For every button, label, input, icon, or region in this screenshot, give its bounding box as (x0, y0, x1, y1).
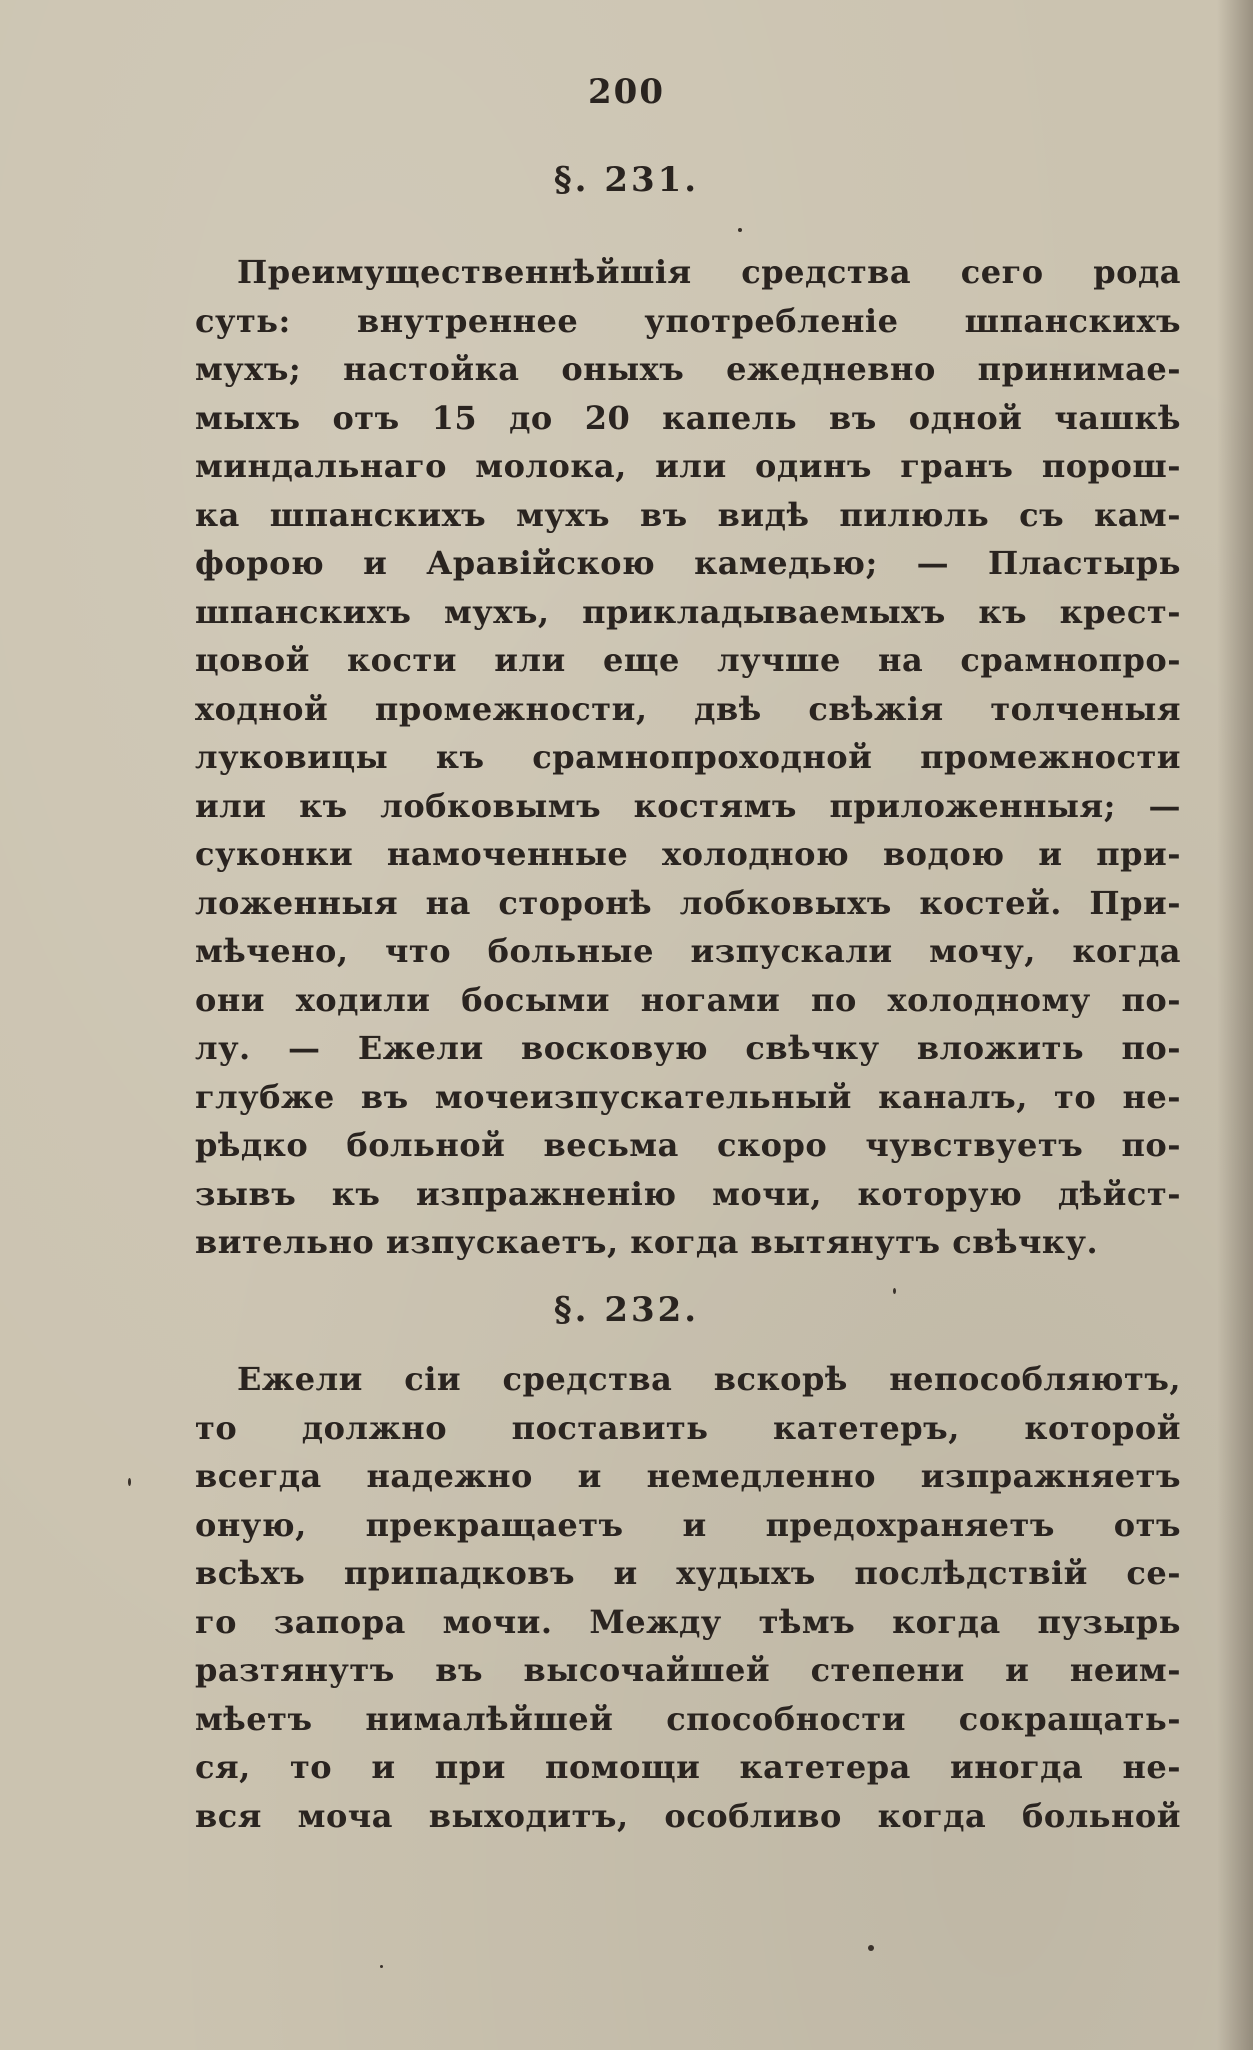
text-line: луковицы къ срамнопроходной промежности (195, 738, 1181, 776)
text-line: го запора мочи. Между тѣмъ когда пузырь (195, 1602, 1181, 1641)
text-line: лу. — Ежели восковую свѣчку вложить по- (195, 1029, 1181, 1067)
text-line: суть: внутреннее употребленіе шпанскихъ (195, 301, 1181, 340)
text-line: Преимущественнѣйшія средства сего рода (237, 253, 1181, 291)
text-line: миндальнаго молока, или одинъ гранъ порош- (195, 447, 1181, 485)
ink-speck (738, 228, 742, 232)
text-line: глубже въ мочеизпускательный каналъ, то не- (195, 1077, 1181, 1116)
text-line: ся, то и при помощи катетера иногда не- (195, 1748, 1181, 1786)
section-heading-232: §. 232. (553, 1290, 700, 1330)
page-edge-shadow (1217, 0, 1253, 2050)
text-line: цовой кости или еще лучше на срамнопро- (195, 641, 1181, 679)
text-line: оную, прекращаетъ и предохраняетъ отъ (195, 1505, 1181, 1544)
text-line: то должно поставить катетеръ, которой (195, 1408, 1181, 1447)
ink-speck (128, 1478, 131, 1486)
text-line: всѣхъ припадковъ и худыхъ послѣдствій се- (195, 1554, 1181, 1592)
section-heading-231: §. 231. (553, 160, 700, 200)
section-231-text (195, 248, 1181, 1267)
text-line: разтянутъ въ высочайшей степени и неим- (195, 1651, 1181, 1689)
text-line: ходной промежности, двѣ свѣжія толченыя (195, 689, 1181, 728)
text-line: Ежели сіи средства вскорѣ непособляютъ, (237, 1360, 1181, 1398)
ink-speck (380, 1965, 383, 1968)
ink-speck (893, 1288, 896, 1294)
section-232-text (195, 1355, 1181, 1840)
text-line: мѣетъ нималѣйшей способности сокращать- (195, 1699, 1181, 1738)
text-line: всегда надежно и немедленно изпражняетъ (195, 1457, 1181, 1495)
text-line: мыхъ отъ 15 до 20 капель въ одной чашкѣ (195, 398, 1181, 437)
page-number: 200 (588, 72, 665, 112)
text-line: они ходили босыми ногами по холодному по- (195, 980, 1181, 1019)
text-line: или къ лобковымъ костямъ приложенныя; — (195, 786, 1181, 825)
text-line: суконки намоченные холодною водою и при- (195, 835, 1181, 873)
text-line: ложенныя на сторонѣ лобковыхъ костей. При- (195, 883, 1181, 922)
text-line: рѣдко больной весьма скоро чувствуетъ по- (195, 1126, 1181, 1164)
text-line: форою и Аравійскою камедью; — Пластырь (195, 544, 1181, 582)
text-line: вся моча выходитъ, особливо когда больной (195, 1796, 1181, 1835)
text-line: вительно изпускаетъ, когда вытянутъ свѣчку. (195, 1223, 1099, 1261)
text-line: мѣчено, что больные изпускали мочу, когда (195, 932, 1181, 970)
ink-speck (868, 1945, 874, 1951)
text-line: зывъ къ изпражненію мочи, которую дѣйст- (195, 1174, 1181, 1213)
text-line: мухъ; настойка оныхъ ежедневно принимае- (195, 350, 1181, 388)
text-line: шпанскихъ мухъ, прикладываемыхъ къ крест- (195, 592, 1181, 631)
text-line: ка шпанскихъ мухъ въ видѣ пилюль съ кам- (195, 495, 1181, 534)
